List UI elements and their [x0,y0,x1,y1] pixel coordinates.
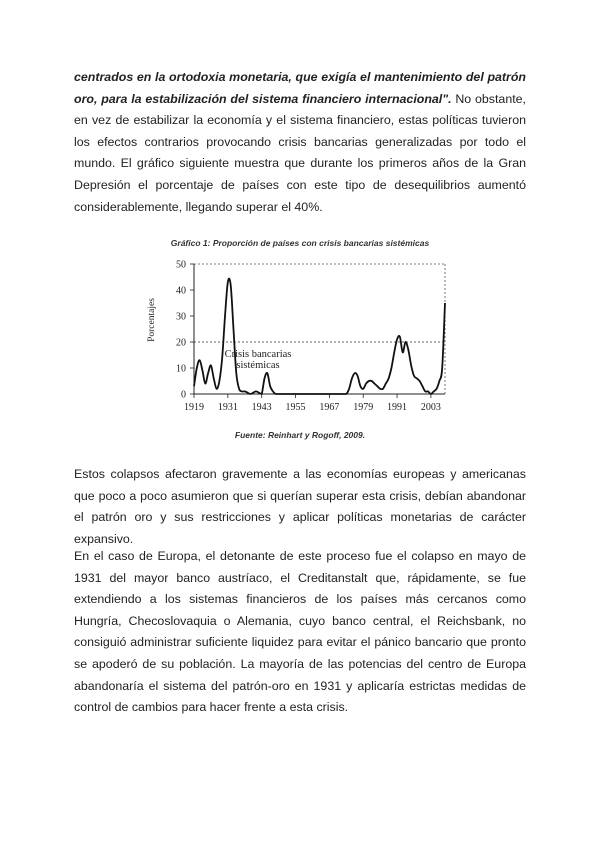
paragraph-intro [74,67,526,218]
y-tick-label: 0 [181,389,186,401]
paragraph-collapse: Estos colapsos afectaron gravemente a las economías europeas y americanas que poco a poco asumieron que si querían superar esta crisis, debían abandonar el patrón oro y sus restricciones y aplicar políticas monetarias de carácter expansivo. [74,467,526,546]
x-tick-label: 2003 [420,402,441,413]
figure-caption: Gráfico 1: Proporción de países con crisis bancarias sistémicas [170,238,430,248]
series-line [194,279,445,394]
x-tick-label: 1955 [285,402,306,413]
y-tick-label: 20 [176,337,186,349]
y-tick-label: 30 [176,311,186,323]
y-axis-label: Porcentajes [147,298,157,342]
chart-frame [194,264,445,394]
paragraph-intro-bold: centrados en la ortodoxia monetaria, que exigía el mantenimiento del patrón oro, para la estabilización del sistema financiero internacional". [74,70,526,106]
y-ticks [176,260,194,401]
y-tick-label: 10 [176,363,186,375]
x-tick-label: 1991 [387,402,408,413]
paragraph-europe: En el caso de Europa, el detonante de este proceso fue el colapso en mayo de 1931 del mayor banco austríaco, el Creditanstalt que, rápidamente, se fue extendiendo a los sistemas financieros de los países más cercanos como Hungría, Checoslovaquia o Alemania, cuyo banco central, el Reichsbank, no consiguió administrar suficiente liquidez para evitar el pánico bancario que pronto se apoderó de su población. La mayoría de las potencias del centro de Europa abandonaría el sistema del patrón-oro en 1931 y aplicaría estrictas medidas de control de cambios para hacer frente a esta crisis. [74,549,526,715]
annotation-line-1: Crisis bancarias [224,349,292,360]
figure-source: Fuente: Reinhart y Rogoff, 2009. [234,430,366,440]
banking-crisis-chart [140,252,460,420]
annotation-line-2: sistémicas [236,360,280,371]
x-ticks [184,394,441,413]
x-tick-label: 1943 [251,402,272,413]
x-tick-label: 1919 [184,402,204,413]
y-tick-label: 50 [176,259,186,271]
x-tick-label: 1967 [319,402,340,413]
paragraph-intro-rest: No obstante, en vez de estabilizar la economía y el sistema financiero, estas políticas tuvieron los efectos contrarios provocando crisis bancarias generalizadas por todo el mundo. El gráfico siguiente muestra que durante los primeros años de la Gran Depresión el porcentaje de países con este tipo de desequilibrios aumentó considerablemente, llegando superar el 40%. [74,91,526,214]
y-tick-label: 40 [176,285,186,297]
x-tick-label: 1931 [217,402,238,413]
x-tick-label: 1979 [353,402,374,413]
